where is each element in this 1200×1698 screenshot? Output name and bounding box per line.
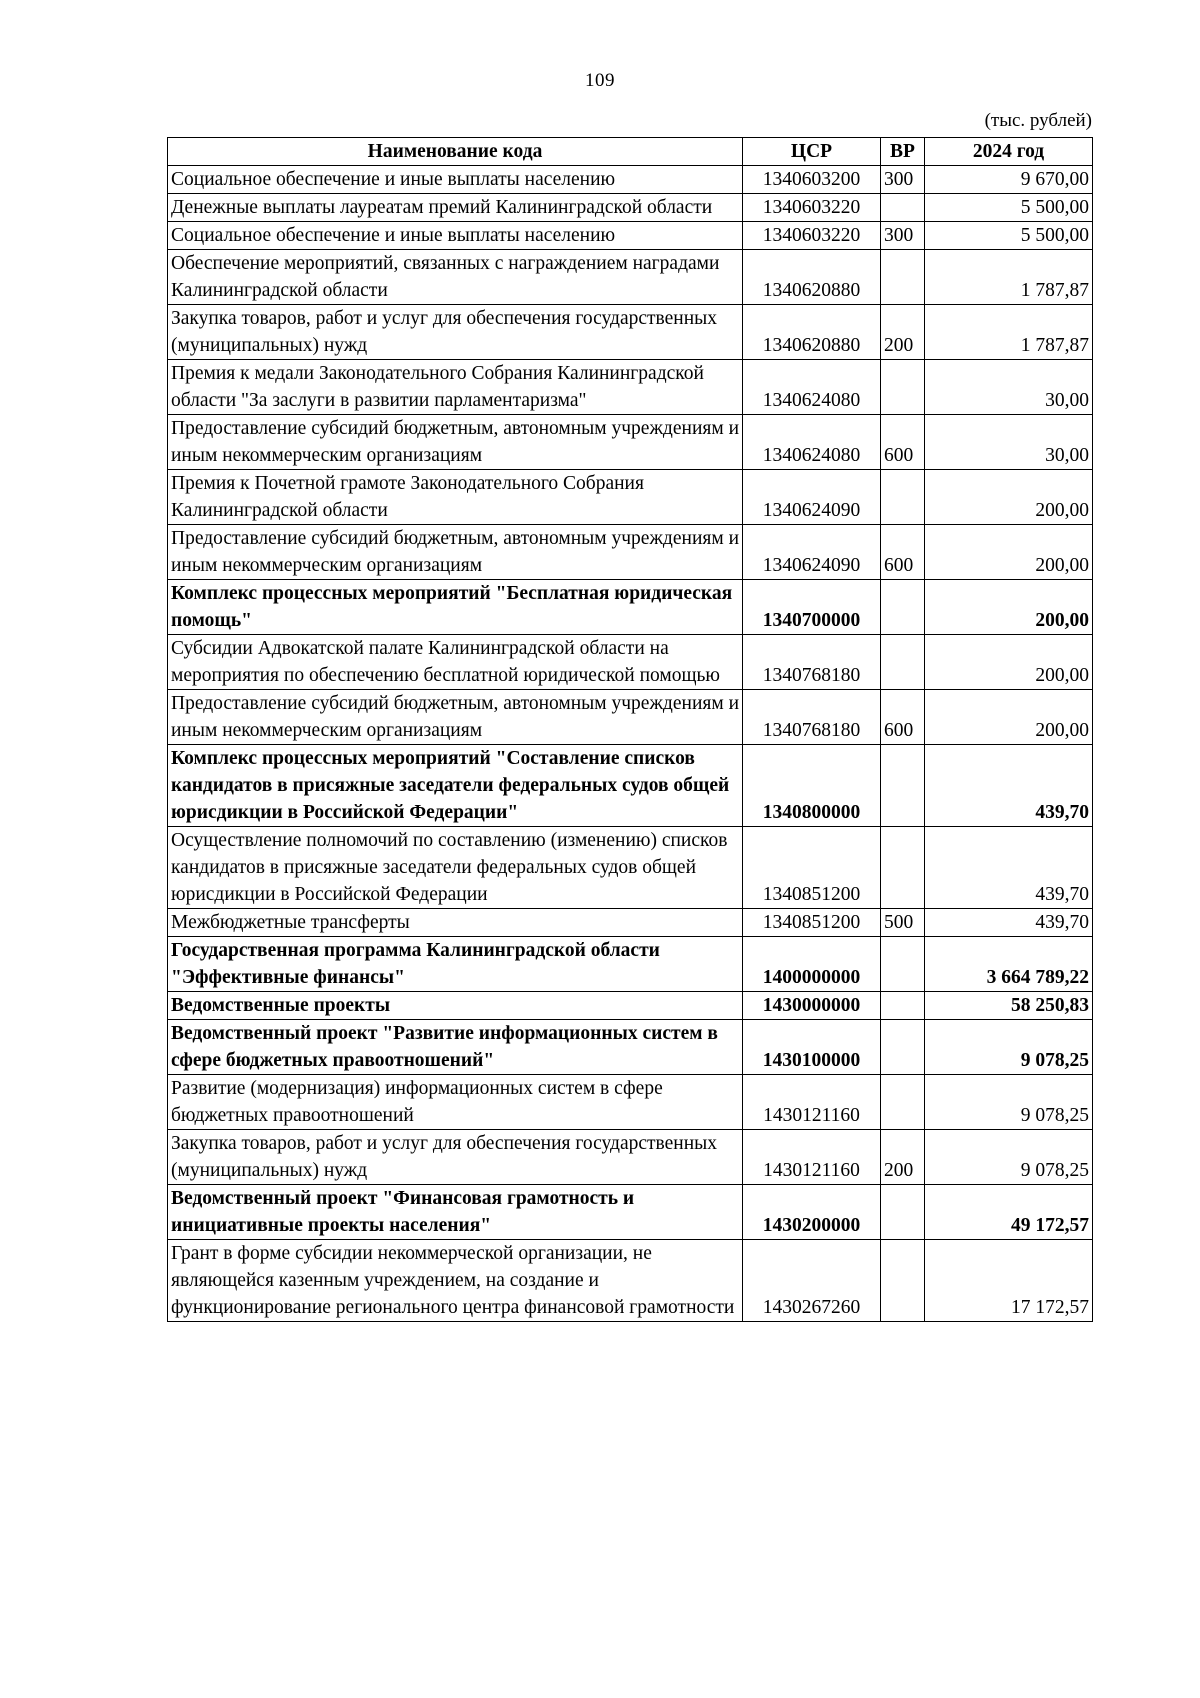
units-label: (тыс. рублей): [984, 110, 1092, 131]
table-header-row: [168, 138, 1093, 166]
budget-table: [167, 137, 1093, 1322]
row-vr: [881, 360, 925, 415]
row-vr: 300: [881, 222, 925, 250]
table-row: [168, 470, 1093, 525]
table-row: [168, 635, 1093, 690]
row-vr: [881, 1075, 925, 1130]
row-amount: 200,00: [925, 525, 1093, 580]
header-csr: ЦСР: [743, 138, 881, 166]
row-amount: 5 500,00: [925, 194, 1093, 222]
row-code: 1340624090: [743, 525, 881, 580]
table-row: [168, 222, 1093, 250]
table-row: [168, 360, 1093, 415]
table-row: [168, 250, 1093, 305]
row-code: 1430000000: [743, 992, 881, 1020]
row-amount: 9 078,25: [925, 1075, 1093, 1130]
row-amount: 200,00: [925, 635, 1093, 690]
table-row: [168, 1075, 1093, 1130]
row-name: Закупка товаров, работ и услуг для обеспечения государственных (муниципальных) нужд: [168, 1130, 743, 1185]
row-vr: 600: [881, 415, 925, 470]
table-row: [168, 690, 1093, 745]
row-vr: [881, 635, 925, 690]
row-name: Предоставление субсидий бюджетным, автономным учреждениям и иным некоммерческим организациям: [168, 690, 743, 745]
row-amount: 5 500,00: [925, 222, 1093, 250]
row-amount: 200,00: [925, 470, 1093, 525]
row-amount: 49 172,57: [925, 1185, 1093, 1240]
row-amount: 439,70: [925, 827, 1093, 909]
page-number: 109: [585, 70, 615, 91]
row-vr: 500: [881, 909, 925, 937]
table-row: [168, 580, 1093, 635]
row-name: Государственная программа Калининградской области "Эффективные финансы": [168, 937, 743, 992]
row-code: 1430267260: [743, 1240, 881, 1322]
row-name: Денежные выплаты лауреатам премий Калининградской области: [168, 194, 743, 222]
row-amount: 439,70: [925, 909, 1093, 937]
row-name: Ведомственные проекты: [168, 992, 743, 1020]
row-name: Межбюджетные трансферты: [168, 909, 743, 937]
row-amount: 1 787,87: [925, 305, 1093, 360]
row-code: 1430121160: [743, 1075, 881, 1130]
table-row: [168, 992, 1093, 1020]
row-code: 1340700000: [743, 580, 881, 635]
header-name: Наименование кода: [168, 138, 743, 166]
table-row: [168, 745, 1093, 827]
row-code: 1430200000: [743, 1185, 881, 1240]
header-vr: ВР: [881, 138, 925, 166]
row-name: Закупка товаров, работ и услуг для обеспечения государственных (муниципальных) нужд: [168, 305, 743, 360]
header-year: 2024 год: [925, 138, 1093, 166]
row-code: 1340800000: [743, 745, 881, 827]
table-row: [168, 937, 1093, 992]
row-vr: [881, 194, 925, 222]
row-amount: 9 078,25: [925, 1130, 1093, 1185]
row-vr: [881, 745, 925, 827]
row-amount: 9 670,00: [925, 166, 1093, 194]
row-name: Ведомственный проект "Финансовая грамотность и инициативные проекты населения": [168, 1185, 743, 1240]
row-name: Грант в форме субсидии некоммерческой организации, не являющейся казенным учреждением, на создание и функционирование регионального центра финансовой грамотности: [168, 1240, 743, 1322]
row-name: Осуществление полномочий по составлению (изменению) списков кандидатов в присяжные заседатели федеральных судов общей юрисдикции в Российской Федерации: [168, 827, 743, 909]
row-vr: 600: [881, 690, 925, 745]
row-code: 1340768180: [743, 690, 881, 745]
row-amount: 17 172,57: [925, 1240, 1093, 1322]
row-vr: [881, 580, 925, 635]
row-name: Премия к медали Законодательного Собрания Калининградской области "За заслуги в развитии парламентаризма": [168, 360, 743, 415]
row-vr: [881, 470, 925, 525]
row-amount: 58 250,83: [925, 992, 1093, 1020]
row-amount: 30,00: [925, 415, 1093, 470]
table-row: [168, 1020, 1093, 1075]
row-name: Субсидии Адвокатской палате Калининградской области на мероприятия по обеспечению бесплатной юридической помощью: [168, 635, 743, 690]
row-name: Социальное обеспечение и иные выплаты населению: [168, 222, 743, 250]
row-vr: 200: [881, 1130, 925, 1185]
row-vr: [881, 992, 925, 1020]
row-amount: 200,00: [925, 690, 1093, 745]
row-vr: [881, 1020, 925, 1075]
row-code: 1340624080: [743, 360, 881, 415]
row-amount: 3 664 789,22: [925, 937, 1093, 992]
row-code: 1340768180: [743, 635, 881, 690]
row-vr: 600: [881, 525, 925, 580]
row-code: 1340620880: [743, 305, 881, 360]
row-name: Комплекс процессных мероприятий "Составление списков кандидатов в присяжные заседатели федеральных судов общей юрисдикции в Российской Федерации": [168, 745, 743, 827]
row-code: 1340603220: [743, 194, 881, 222]
table-row: [168, 909, 1093, 937]
table-row: [168, 1240, 1093, 1322]
row-name: Ведомственный проект "Развитие информационных систем в сфере бюджетных правоотношений": [168, 1020, 743, 1075]
table-row: [168, 166, 1093, 194]
table-body: [168, 166, 1093, 1322]
row-vr: [881, 1240, 925, 1322]
row-code: 1340603220: [743, 222, 881, 250]
table-row: [168, 1185, 1093, 1240]
row-name: Развитие (модернизация) информационных систем в сфере бюджетных правоотношений: [168, 1075, 743, 1130]
row-vr: [881, 1185, 925, 1240]
table-row: [168, 305, 1093, 360]
row-code: 1430121160: [743, 1130, 881, 1185]
row-name: Комплекс процессных мероприятий "Бесплатная юридическая помощь": [168, 580, 743, 635]
row-code: 1340624090: [743, 470, 881, 525]
row-vr: [881, 937, 925, 992]
row-amount: 30,00: [925, 360, 1093, 415]
row-name: Обеспечение мероприятий, связанных с награждением наградами Калининградской области: [168, 250, 743, 305]
row-amount: 9 078,25: [925, 1020, 1093, 1075]
table-row: [168, 194, 1093, 222]
row-name: Социальное обеспечение и иные выплаты населению: [168, 166, 743, 194]
table-row: [168, 827, 1093, 909]
row-code: 1340851200: [743, 909, 881, 937]
table-row: [168, 525, 1093, 580]
row-name: Предоставление субсидий бюджетным, автономным учреждениям и иным некоммерческим организациям: [168, 415, 743, 470]
row-code: 1430100000: [743, 1020, 881, 1075]
row-code: 1340624080: [743, 415, 881, 470]
row-vr: 300: [881, 166, 925, 194]
table-row: [168, 1130, 1093, 1185]
row-code: 1400000000: [743, 937, 881, 992]
row-name: Предоставление субсидий бюджетным, автономным учреждениям и иным некоммерческим организациям: [168, 525, 743, 580]
row-name: Премия к Почетной грамоте Законодательного Собрания Калининградской области: [168, 470, 743, 525]
row-code: 1340851200: [743, 827, 881, 909]
row-amount: 200,00: [925, 580, 1093, 635]
row-vr: [881, 250, 925, 305]
row-vr: 200: [881, 305, 925, 360]
row-code: 1340620880: [743, 250, 881, 305]
row-vr: [881, 827, 925, 909]
row-amount: 1 787,87: [925, 250, 1093, 305]
table-row: [168, 415, 1093, 470]
row-code: 1340603200: [743, 166, 881, 194]
row-amount: 439,70: [925, 745, 1093, 827]
